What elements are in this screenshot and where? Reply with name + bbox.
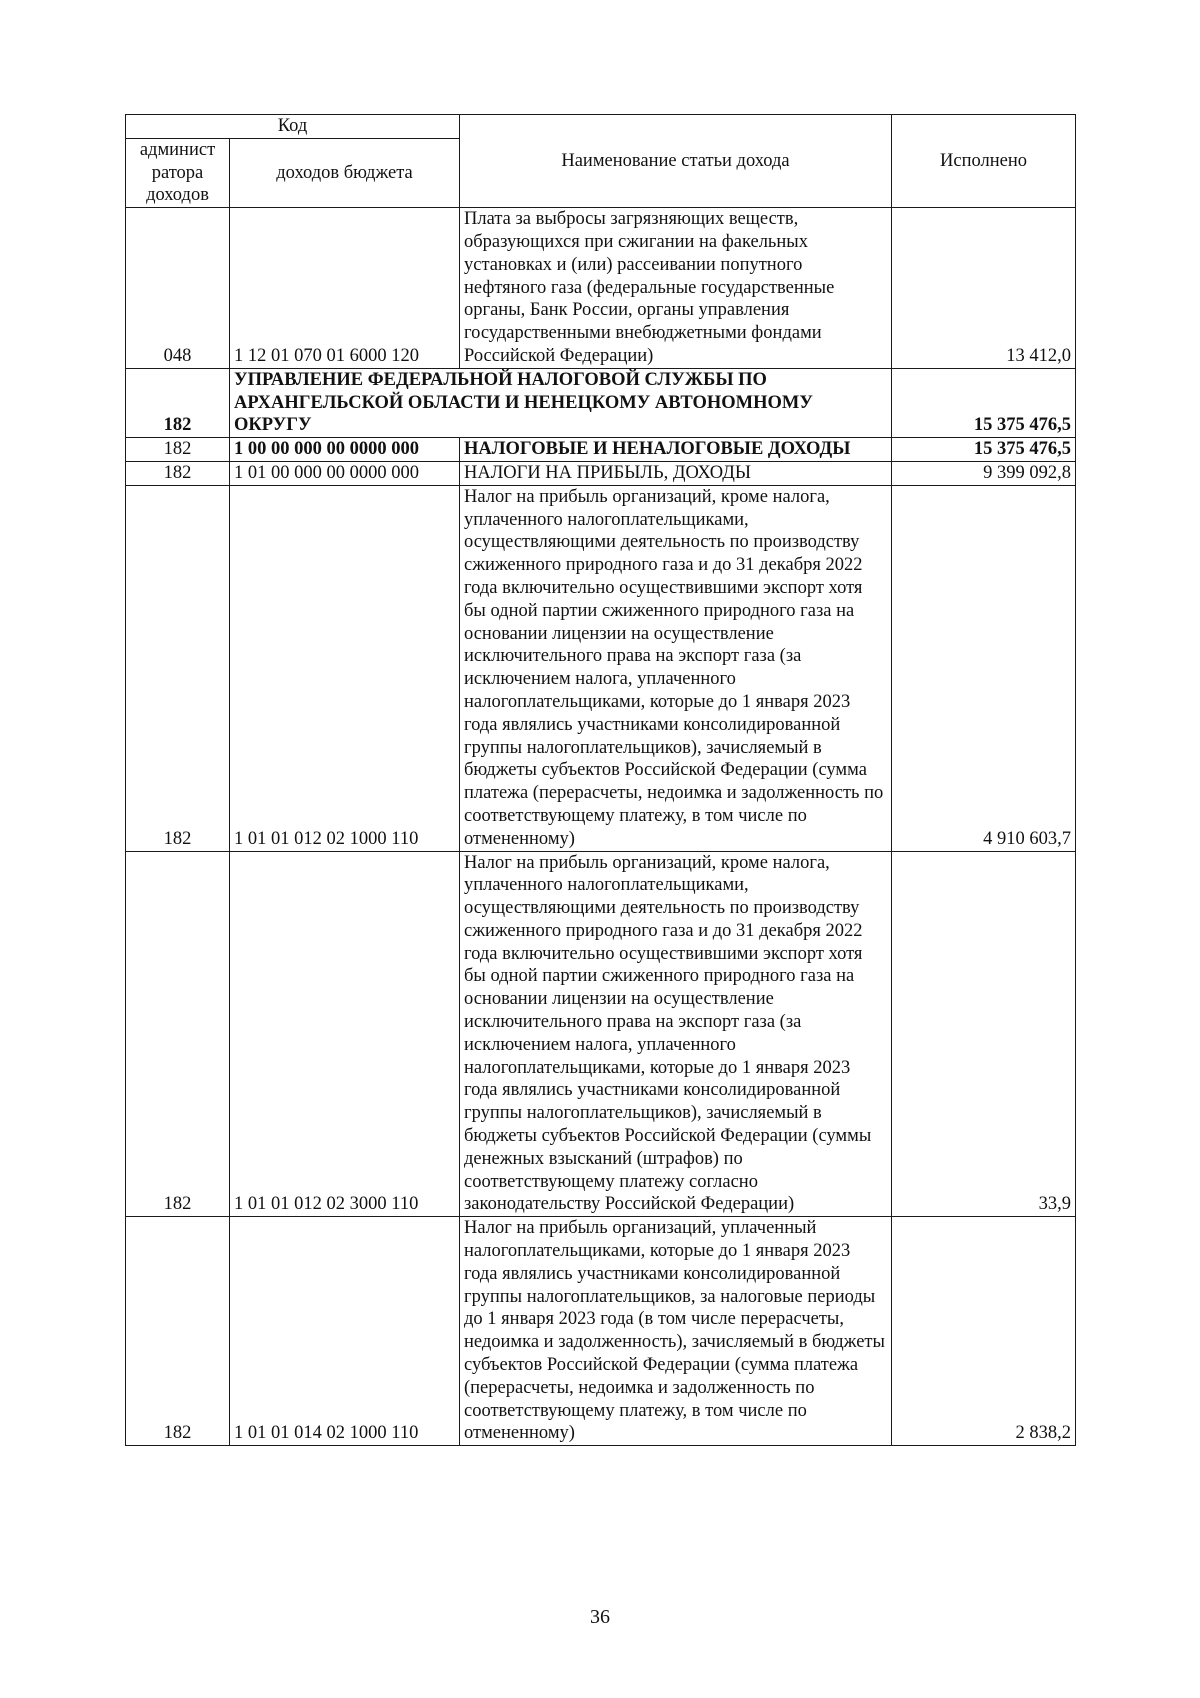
row-name: Налог на прибыль организаций, уплаченный налогоплательщиками, которые до 1 января 2023 года являлись участниками консолидированной группы налогоплательщиков, за налоговые периоды до 1 января 2023 года (в том числе перерасчеты, недоимка и задолженность), зачисляемый в бюджеты субъектов Российской Федерации (сумма платежа (перерасчеты, недоимка и задолженность по соответствующему платежу, в том числе по отмененному) bbox=[460, 1217, 892, 1446]
row-admin: 182 bbox=[126, 485, 230, 851]
budget-table bbox=[125, 114, 1076, 1446]
row-admin: 182 bbox=[126, 1217, 230, 1446]
row-amount: 9 399 092,8 bbox=[892, 461, 1076, 485]
table-row bbox=[126, 851, 1076, 1217]
row-amount: 13 412,0 bbox=[892, 208, 1076, 369]
header-name: Наименование статьи дохода bbox=[460, 115, 892, 208]
row-code: 1 01 00 000 00 0000 000 bbox=[230, 461, 460, 485]
row-amount: 4 910 603,7 bbox=[892, 485, 1076, 851]
row-admin: 048 bbox=[126, 208, 230, 369]
header-admin: админист ратора доходов bbox=[126, 138, 230, 207]
table-row bbox=[126, 485, 1076, 851]
page-number: 36 bbox=[590, 1606, 610, 1628]
row-code: 1 12 01 070 01 6000 120 bbox=[230, 208, 460, 369]
header-row-top bbox=[126, 115, 1076, 139]
header-budget: доходов бюджета bbox=[230, 138, 460, 207]
table-row bbox=[126, 438, 1076, 462]
budget-table-page bbox=[125, 114, 1075, 1446]
table-row bbox=[126, 208, 1076, 369]
row-name: Плата за выбросы загрязняющих веществ, образующихся при сжигании на факельных установках и (или) рассеивании попутного нефтяного газа (федеральные государственные органы, Банк России, органы управления государственными внебюджетными фондами Российской Федерации) bbox=[460, 208, 892, 369]
table-row bbox=[126, 1217, 1076, 1446]
row-name: УПРАВЛЕНИЕ ФЕДЕРАЛЬНОЙ НАЛОГОВОЙ СЛУЖБЫ ПО АРХАНГЕЛЬСКОЙ ОБЛАСТИ И НЕНЕЦКОМУ АВТОНОМНОМУ ОКРУГУ bbox=[230, 368, 892, 437]
row-name: Налог на прибыль организаций, кроме налога, уплаченного налогоплательщиками, осуществляющими деятельность по производству сжиженного природного газа и до 31 декабря 2022 года включительно осуществившими экспорт хотя бы одной партии сжиженного природного газа на основании лицензии на осуществление исключительного права на экспорт газа (за исключением налога, уплаченного налогоплательщиками, которые до 1 января 2023 года являлись участниками консолидированной группы налогоплательщиков), зачисляемый в бюджеты субъектов Российской Федерации (суммы денежных взысканий (штрафов) по соответствующему платежу согласно законодательству Российской Федерации) bbox=[460, 851, 892, 1217]
table-row bbox=[126, 461, 1076, 485]
row-name: НАЛОГОВЫЕ И НЕНАЛОГОВЫЕ ДОХОДЫ bbox=[460, 438, 892, 462]
row-code: 1 01 01 012 02 1000 110 bbox=[230, 485, 460, 851]
table-row-agency bbox=[126, 368, 1076, 437]
row-admin: 182 bbox=[126, 438, 230, 462]
header-kod: Код bbox=[126, 115, 460, 139]
row-name: НАЛОГИ НА ПРИБЫЛЬ, ДОХОДЫ bbox=[460, 461, 892, 485]
row-amount: 15 375 476,5 bbox=[892, 368, 1076, 437]
row-amount: 15 375 476,5 bbox=[892, 438, 1076, 462]
row-admin: 182 bbox=[126, 851, 230, 1217]
row-code: 1 01 01 012 02 3000 110 bbox=[230, 851, 460, 1217]
row-admin: 182 bbox=[126, 368, 230, 437]
row-name: Налог на прибыль организаций, кроме налога, уплаченного налогоплательщиками, осуществляющими деятельность по производству сжиженного природного газа и до 31 декабря 2022 года включительно осуществившими экспорт хотя бы одной партии сжиженного природного газа на основании лицензии на осуществление исключительного права на экспорт газа (за исключением налога, уплаченного налогоплательщиками, которые до 1 января 2023 года являлись участниками консолидированной группы налогоплательщиков), зачисляемый в бюджеты субъектов Российской Федерации (сумма платежа (перерасчеты, недоимка и задолженность по соответствующему платежу, в том числе по отмененному) bbox=[460, 485, 892, 851]
row-code: 1 01 01 014 02 1000 110 bbox=[230, 1217, 460, 1446]
row-admin: 182 bbox=[126, 461, 230, 485]
row-amount: 33,9 bbox=[892, 851, 1076, 1217]
row-code: 1 00 00 000 00 0000 000 bbox=[230, 438, 460, 462]
row-amount: 2 838,2 bbox=[892, 1217, 1076, 1446]
header-done: Исполнено bbox=[892, 115, 1076, 208]
